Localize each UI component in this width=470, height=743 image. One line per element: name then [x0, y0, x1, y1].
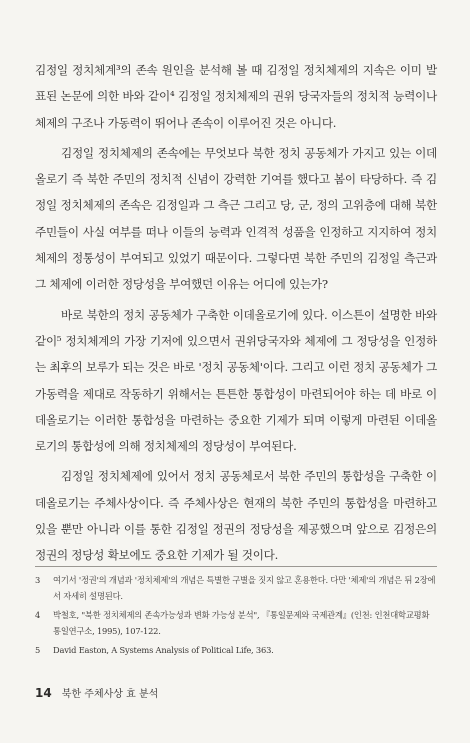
footnote-divider: [35, 566, 437, 567]
footnote-3: [35, 573, 437, 604]
footnote-text: 박철호, "북한 정치체제의 존속가능성과 변화 가능성 분석", 『통일문제와 국제관계』(인천: 인천대학교평화통일연구소, 1995), 107-122.: [53, 610, 430, 636]
footnote-text: 여기서 '정권'의 개념과 '정치체제'의 개념은 특별한 구별을 짓지 않고 혼용한다. 다만 '체제'의 개념은 뒤 2장에서 자세히 설명된다.: [53, 575, 436, 601]
footnote-text: David Easton, A Systems Analysis of Political Life, 363.: [53, 645, 274, 655]
paragraph-2: 김정일 정치체제의 존속에는 무엇보다 북한 정치 공동체가 가지고 있는 이데올로기 즉 북한 주민의 정치적 신념이 강력한 기여를 했다고 봄이 타당하다. 즉 김정일 정치체제의 존속은 김정일과 그 측근 그리고 당, 군, 정의 고위층에 대해 북한 주민들이 사실 여부를 떠나 이들의 능력과 인격적 성품을 인정하고 지지하여 정치체제의 정통성이 부여되고 있었기 때문이다. 그렇다면 북한 주민의 김정일 측근과 그 체제에 이러한 정당성을 부여했던 이유는 어디에 있는가?: [35, 145, 437, 292]
footnote-number: 5: [35, 645, 41, 655]
page-number: 14: [35, 686, 52, 700]
footnote-number: 3: [35, 575, 41, 585]
footnote-5: [35, 643, 437, 659]
footnote-number: 4: [35, 610, 41, 620]
footnote-4: [35, 608, 437, 639]
body-text: [35, 57, 437, 569]
paragraph-1: 김정일 정치체계³의 존속 원인을 분석해 볼 때 김정일 정치체제의 지속은 이미 발표된 논문에 의한 바와 같이⁴ 김정일 정치체제의 권위 당국자들의 정치적 능력이나 체제의 구조나 가동력이 뛰어나 존속이 이루어진 것은 아니다.: [35, 63, 437, 130]
page-footer: [35, 682, 158, 701]
running-title: 북한 주체사상 효 분석: [61, 689, 159, 700]
paragraph-4: 김정일 정치체제에 있어서 정치 공동체로서 북한 주민의 통합성을 구축한 이데올로기는 주체사상이다. 즉 주체사상은 현재의 북한 주민의 통합성을 마련하고 있을 뿐만 아니라 이를 통한 김정일 정권의 정당성을 제공했으며 앞으로 김정은의 정권의 정당성 확보에도 중요한 기제가 될 것이다.: [35, 469, 437, 563]
footnotes: [35, 573, 437, 663]
paragraph-3: 바로 북한의 정치 공동체가 구축한 이데올로기에 있다. 이스튼이 설명한 바와 같이⁵ 정치체계의 가장 기저에 있으면서 권위당국자와 체제에 그 정당성을 인정하는 최후의 보루가 되는 것은 바로 '정치 공동체'이다. 그리고 이런 정치 공동체가 그 가동력을 제대로 작동하기 위해서는 튼튼한 통합성이 마련되어야 하는 데 바로 이데올로기는 이러한 통합성을 마련하는 중요한 기제가 되며 이렇게 마련된 이데올로기의 통합성에 의해 정치체제의 정당성이 부여된다.: [35, 307, 437, 454]
